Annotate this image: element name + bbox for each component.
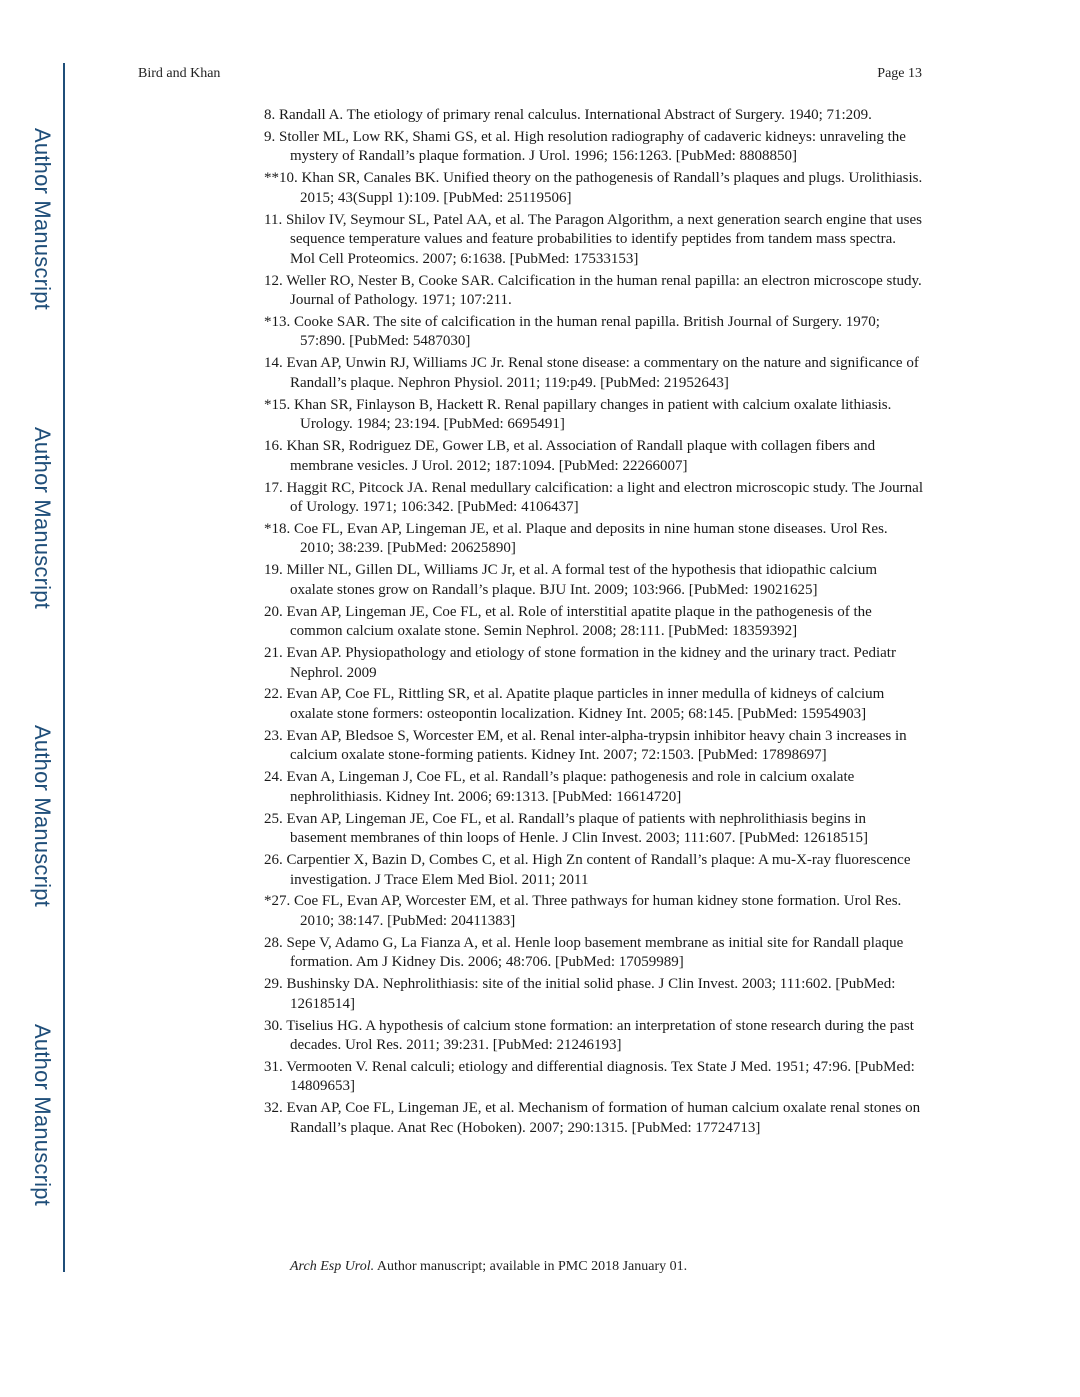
reference-number: 17. — [264, 479, 283, 496]
reference-number: *15. — [264, 396, 291, 413]
reference-item — [264, 561, 924, 600]
reference-number: 16. — [264, 438, 283, 455]
author-manuscript-label: Author Manuscript — [30, 1024, 55, 1206]
reference-text: Evan AP, Bledsoe S, Worcester EM, et al. Renal inter-alpha-trypsin inhibitor heavy chain 3 increases in calcium oxalate stone-forming patients. Kidney Int. 2007; 72:1503. [PubMed: 17898697] — [286, 727, 907, 764]
reference-number: 19. — [264, 562, 283, 579]
reference-item — [264, 437, 924, 476]
reference-text: Stoller ML, Low RK, Shami GS, et al. High resolution radiography of cadaveric kidneys: unraveling the mystery of Randall’s plaque formation. J Urol. 1996; 156:1263. [PubMed: 8808850] — [279, 128, 906, 165]
reference-number: 11. — [264, 211, 283, 228]
reference-text: Evan AP, Coe FL, Rittling SR, et al. Apatite plaque particles in inner medulla of kidneys of calcium oxalate stone formers: osteopontin localization. Kidney Int. 2005; 68:145. [PubMed: 15954903] — [286, 686, 885, 722]
running-head-authors: Bird and Khan — [138, 66, 221, 81]
reference-number: 9. — [264, 128, 276, 145]
page-footer — [290, 1259, 687, 1275]
reference-text: Weller RO, Nester B, Cooke SAR. Calcification in the human renal papilla: an electron microscope study. Journal of Pathology. 1971; 107:211. — [286, 272, 922, 309]
reference-text: Randall A. The etiology of primary renal calculus. International Abstract of Surgery. 1940; 71:209. — [279, 107, 872, 123]
reference-text: Haggit RC, Pitcock JA. Renal medullary calcification: a light and electron microscopic study. The Journal of Urology. 1971; 106:342. [PubMed: 4106437] — [286, 479, 924, 516]
reference-number: 32. — [264, 1100, 283, 1117]
reference-item — [264, 479, 924, 518]
reference-number: 22. — [264, 686, 283, 703]
reference-number: 8. — [264, 107, 276, 123]
reference-number: 23. — [264, 727, 283, 744]
footer-journal: Arch Esp Urol. — [290, 1259, 375, 1274]
reference-item — [264, 727, 924, 766]
reference-number: *18. — [264, 520, 291, 537]
reference-text: Bushinsky DA. Nephrolithiasis: site of the initial solid phase. J Clin Invest. 2003; 111:602. [PubMed: 12618514] — [286, 976, 896, 1012]
reference-number: *13. — [264, 313, 291, 330]
reference-item — [264, 520, 924, 559]
reference-item — [264, 851, 924, 890]
reference-text: Cooke SAR. The site of calcification in the human renal papilla. British Journal of Surgery. 1970; 57:890. [PubMed: 5487030] — [294, 313, 880, 350]
reference-item — [264, 644, 924, 683]
page-number: Page 13 — [877, 66, 922, 81]
reference-number: 31. — [264, 1058, 283, 1075]
reference-number: 20. — [264, 603, 283, 620]
reference-item — [264, 106, 924, 126]
reference-number: 12. — [264, 272, 283, 289]
reference-list — [264, 106, 924, 1141]
reference-text: Miller NL, Gillen DL, Williams JC Jr, et al. A formal test of the hypothesis that idiopathic calcium oxalate stones grow on Randall’s plaque. BJU Int. 2009; 103:966. [PubMed: 19021625] — [286, 562, 878, 598]
reference-text: Evan AP, Lingeman JE, Coe FL, et al. Randall’s plaque of patients with nephrolithiasis begins in basement membranes of thin loops of Henle. J Clin Invest. 2003; 111:607. [PubMed: 12618515] — [286, 810, 868, 847]
reference-text: Evan AP. Physiopathology and etiology of stone formation in the kidney and the urinary tract. Pediatr Nephrol. 2009 — [286, 645, 896, 681]
reference-text: Tiselius HG. A hypothesis of calcium stone formation: an interpretation of stone research during the past decades. Urol Res. 2011; 39:231. [PubMed: 21246193] — [286, 1017, 914, 1054]
reference-item — [264, 685, 924, 724]
reference-text: Coe FL, Evan AP, Lingeman JE, et al. Plaque and deposits in nine human stone diseases. Urol Res. 2010; 38:239. [PubMed: 20625890] — [294, 520, 888, 557]
reference-item — [264, 169, 924, 208]
reference-number: 24. — [264, 769, 283, 786]
reference-text: Evan AP, Coe FL, Lingeman JE, et al. Mechanism of formation of human calcium oxalate renal stones on Randall’s plaque. Anat Rec (Hoboken). 2007; 290:1315. [PubMed: 17724713] — [286, 1100, 921, 1136]
reference-number: *27. — [264, 893, 291, 910]
footer-availability: Author manuscript; available in PMC 2018 January 01. — [374, 1259, 688, 1274]
reference-number: 21. — [264, 645, 283, 662]
author-manuscript-label: Author Manuscript — [30, 427, 55, 609]
reference-text: Khan SR, Rodriguez DE, Gower LB, et al. Association of Randall plaque with collagen fibers and membrane vesicles. J Urol. 2012; 187:1094. [PubMed: 22266007] — [286, 438, 876, 474]
reference-text: Sepe V, Adamo G, La Fianza A, et al. Henle loop basement membrane as initial site for Randall plaque formation. Am J Kidney Dis. 2006; 48:706. [PubMed: 17059989] — [286, 934, 904, 971]
reference-item — [264, 975, 924, 1014]
reference-number: 30. — [264, 1017, 283, 1034]
reference-item — [264, 354, 924, 393]
reference-item — [264, 313, 924, 352]
reference-item — [264, 128, 924, 167]
reference-item — [264, 211, 924, 270]
reference-text: Coe FL, Evan AP, Worcester EM, et al. Three pathways for human kidney stone formation. Urol Res. 2010; 38:147. [PubMed: 20411383] — [294, 893, 902, 929]
reference-item — [264, 768, 924, 807]
author-manuscript-label: Author Manuscript — [30, 128, 55, 310]
reference-text: Vermooten V. Renal calculi; etiology and differential diagnosis. Tex State J Med. 1951; 47:96. [PubMed: 14809653] — [286, 1058, 915, 1095]
reference-text: Evan A, Lingeman J, Coe FL, et al. Randall’s plaque: pathogenesis and role in calcium oxalate nephrolithiasis. Kidney Int. 2006; 69:1313. [PubMed: 16614720] — [286, 769, 855, 805]
reference-item — [264, 1017, 924, 1056]
reference-number: 14. — [264, 355, 283, 372]
reference-item — [264, 934, 924, 973]
reference-text: Carpentier X, Bazin D, Combes C, et al. High Zn content of Randall’s plaque: A mu-X-ray fluorescence investigation. J Trace Elem Med Biol. 2011; 2011 — [286, 852, 911, 888]
reference-item — [264, 603, 924, 642]
reference-text: Khan SR, Finlayson B, Hackett R. Renal papillary changes in patient with calcium oxalate lithiasis. Urology. 1984; 23:194. [PubMed: 6695491] — [294, 396, 892, 433]
reference-number: 25. — [264, 810, 283, 827]
reference-text: Khan SR, Canales BK. Unified theory on the pathogenesis of Randall’s plaques and plugs. Urolithiasis. 2015; 43(Suppl 1):109. [PubMed: 25119506] — [300, 170, 923, 206]
reference-item — [264, 396, 924, 435]
author-manuscript-label: Author Manuscript — [30, 725, 55, 907]
reference-text: Evan AP, Unwin RJ, Williams JC Jr. Renal stone disease: a commentary on the nature and significance of Randall’s plaque. Nephron Physiol. 2011; 119:p49. [PubMed: 21952643] — [286, 355, 919, 391]
reference-number: **10. — [264, 170, 298, 187]
reference-number: 26. — [264, 852, 283, 869]
reference-item — [264, 1058, 924, 1097]
reference-number: 29. — [264, 976, 283, 993]
reference-item — [264, 272, 924, 311]
reference-text: Shilov IV, Seymour SL, Patel AA, et al. The Paragon Algorithm, a next generation search engine that uses sequence temperature values and feature probabilities to identify peptides from tandem mass spectra. Mol Cell Proteomics. 2007; 6:1638. [PubMed: 17533153] — [285, 211, 922, 267]
reference-item — [264, 810, 924, 849]
reference-number: 28. — [264, 934, 283, 951]
reference-text: Evan AP, Lingeman JE, Coe FL, et al. Role of interstitial apatite plaque in the pathogenesis of the common calcium oxalate stone. Semin Nephrol. 2008; 28:111. [PubMed: 18359392] — [286, 603, 872, 640]
reference-item — [264, 1099, 924, 1138]
reference-item — [264, 892, 924, 931]
